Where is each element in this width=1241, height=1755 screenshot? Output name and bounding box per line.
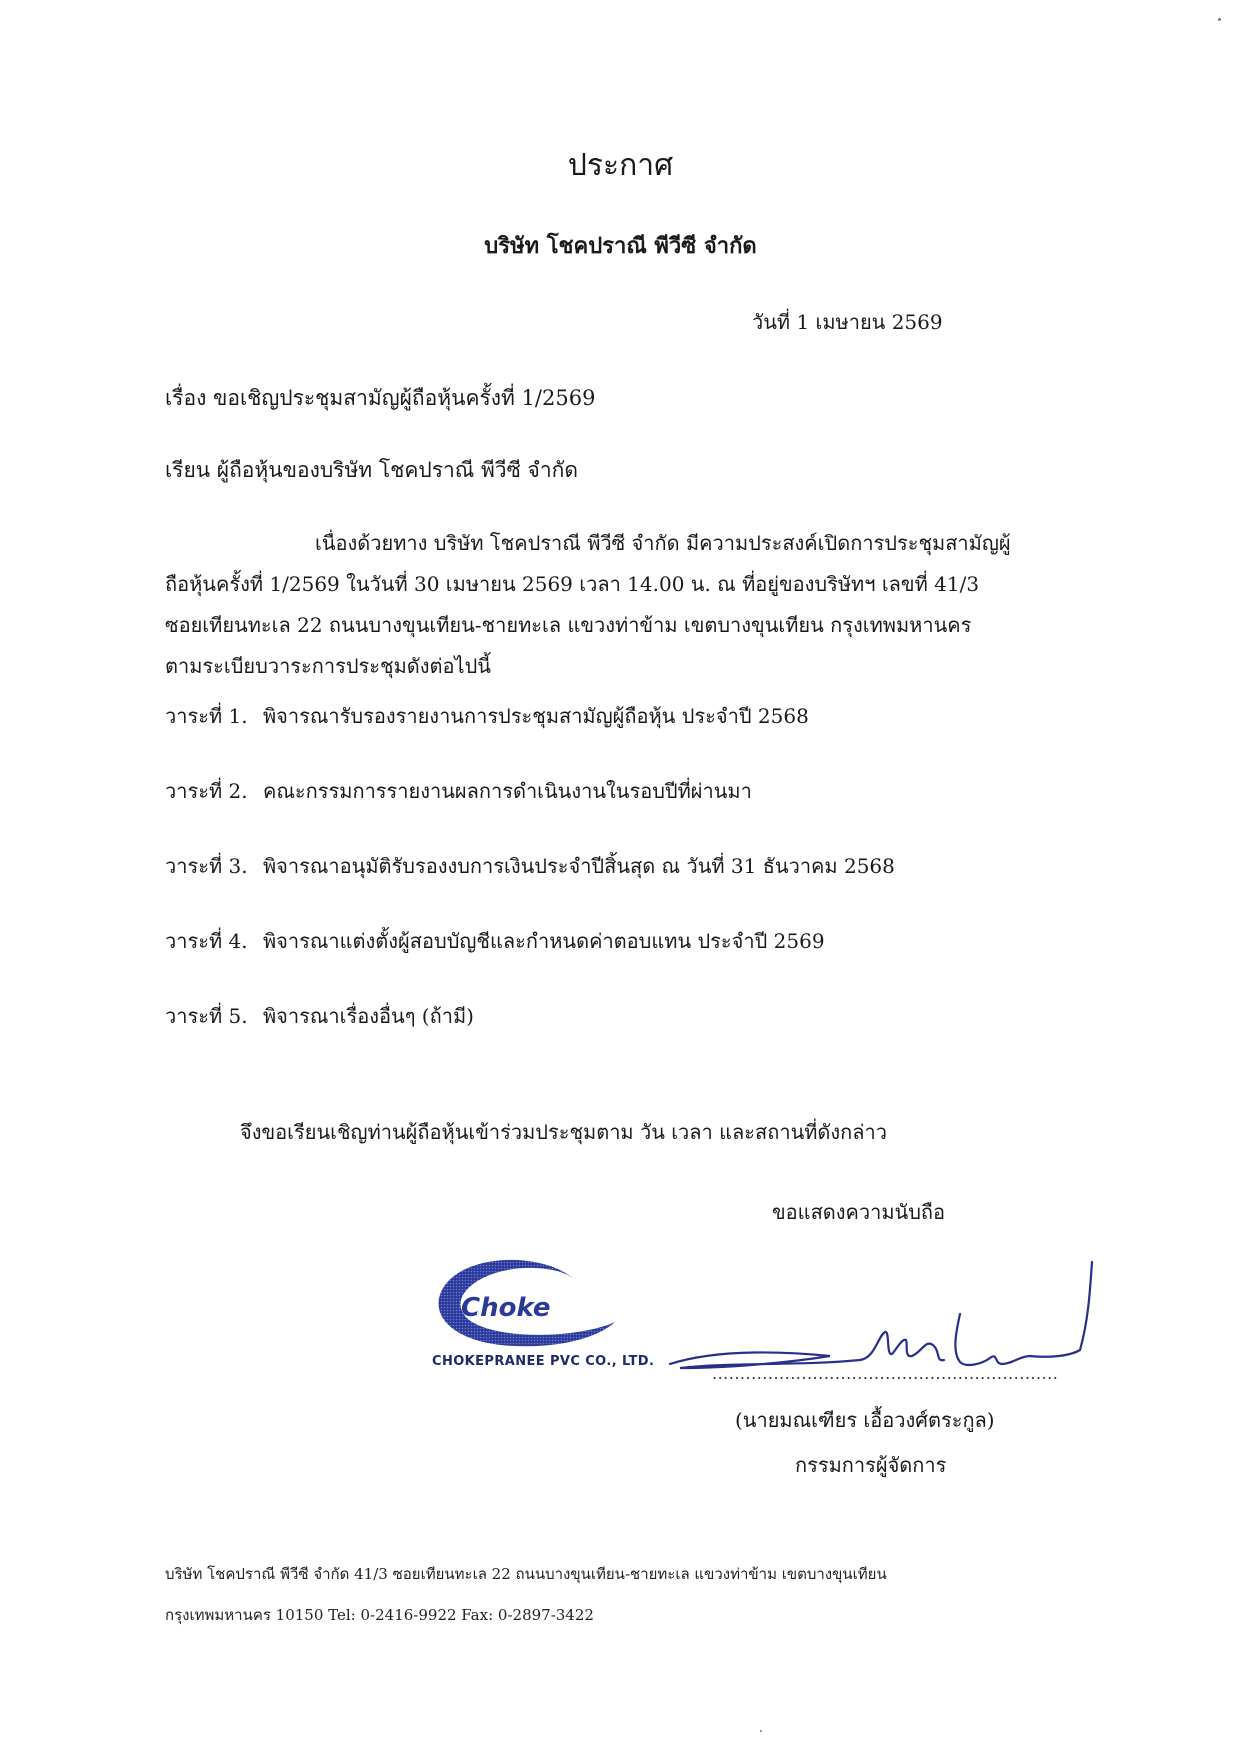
agenda-label: วาระที่ 3.: [165, 854, 248, 878]
recipient-line: เรียน ผู้ถือหุ้นของบริษัท โชคปราณี พีวีซี จำกัด: [165, 458, 578, 482]
body-paragraph: [165, 523, 1089, 687]
scan-speck: [1218, 18, 1221, 21]
signature-line: ..............................................................: [712, 1364, 1059, 1383]
signature: [660, 1252, 1100, 1382]
agenda-text: พิจารณาเรื่องอื่นๆ (ถ้ามี): [263, 1004, 474, 1028]
agenda-item: [165, 850, 895, 882]
agenda-text: พิจารณาอนุมัติรับรองงบการเงินประจำปีสิ้นสุด ณ วันที่ 31 ธันวาคม 2568: [263, 854, 895, 878]
document-title: ประกาศ: [567, 148, 674, 183]
closing-sentence: จึงขอเรียนเชิญท่านผู้ถือหุ้นเข้าร่วมประชุมตาม วัน เวลา และสถานที่ดังกล่าว: [240, 1120, 888, 1144]
body-line: ถือหุ้นครั้งที่ 1/2569 ในวันที่ 30 เมษายน 2569 เวลา 14.00 น. ณ ที่อยู่ของบริษัทฯ เลขที่ 41/3: [165, 572, 980, 596]
scan-speck: [760, 1730, 762, 1732]
footer-contact: กรุงเทพมหานคร 10150 Tel: 0-2416-9922 Fax: 0-2897-3422: [165, 1606, 594, 1624]
document-date: วันที่ 1 เมษายน 2569: [752, 310, 943, 334]
subject-line: เรื่อง ขอเชิญประชุมสามัญผู้ถือหุ้นครั้งที่ 1/2569: [165, 386, 596, 410]
agenda-item: [165, 1000, 474, 1032]
logo-caption: CHOKEPRANEE PVC CO., LTD.: [432, 1354, 655, 1369]
agenda-label: วาระที่ 1.: [165, 704, 248, 728]
agenda-text: พิจารณารับรองรายงานการประชุมสามัญผู้ถือหุ้น ประจำปี 2568: [263, 704, 809, 728]
agenda-text: พิจารณาแต่งตั้งผู้สอบบัญชีและกำหนดค่าตอบแทน ประจำปี 2569: [263, 929, 825, 953]
agenda-label: วาระที่ 2.: [165, 779, 248, 803]
body-line: เนื่องด้วยทาง บริษัท โชคปราณี พีวีซี จำกัด มีความประสงค์เปิดการประชุมสามัญผู้: [315, 531, 1011, 555]
agenda-item: [165, 775, 752, 807]
agenda-item: [165, 925, 825, 957]
company-name: บริษัท โชคปราณี พีวีซี จำกัด: [484, 233, 757, 259]
logo-wordmark: Choke: [461, 1293, 551, 1323]
agenda-label: วาระที่ 4.: [165, 929, 248, 953]
agenda-item: [165, 700, 809, 732]
signatory-name: (นายมณเฑียร เอื้อวงศ์ตระกูล): [735, 1408, 995, 1432]
footer-address: บริษัท โชคปราณี พีวีซี จำกัด 41/3 ซอยเทียนทะเล 22 ถนนบางขุนเทียน-ชายทะเล แขวงท่าข้าม เขตบางขุนเทียน: [165, 1565, 887, 1583]
regards-line: ขอแสดงความนับถือ: [772, 1200, 946, 1224]
company-logo: [425, 1258, 665, 1348]
signatory-position: กรรมการผู้จัดการ: [795, 1453, 947, 1477]
body-line: ซอยเทียนทะเล 22 ถนนบางขุนเทียน-ชายทะเล แขวงท่าข้าม เขตบางขุนเทียน กรุงเทพมหานคร: [165, 613, 972, 637]
agenda-text: คณะกรรมการรายงานผลการดำเนินงานในรอบปีที่ผ่านมา: [263, 779, 752, 803]
body-line: ตามระเบียบวาระการประชุมดังต่อไปนี้: [165, 654, 491, 678]
agenda-label: วาระที่ 5.: [165, 1004, 248, 1028]
